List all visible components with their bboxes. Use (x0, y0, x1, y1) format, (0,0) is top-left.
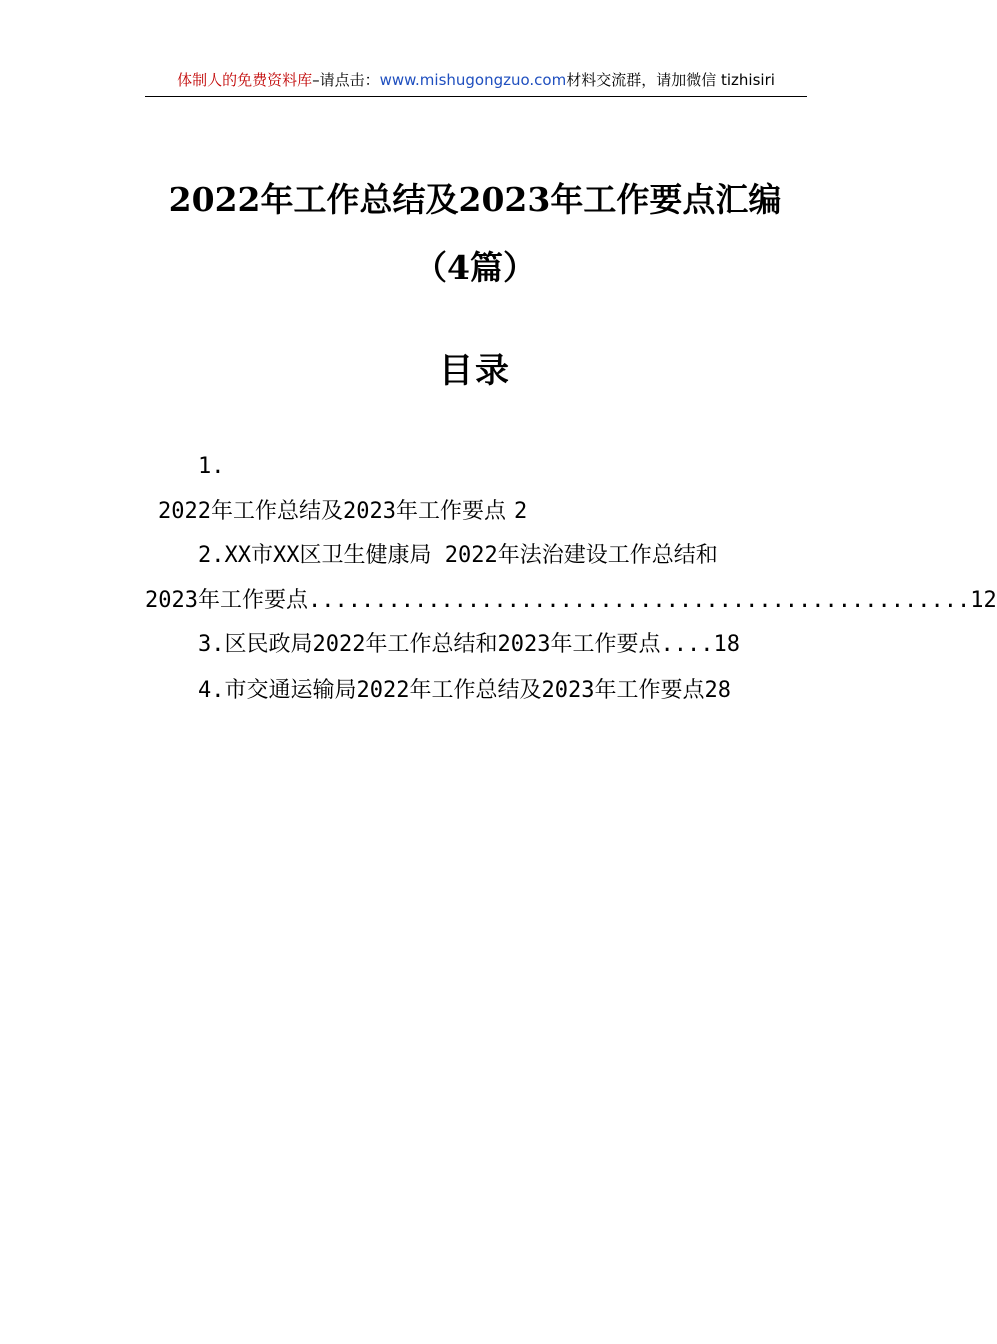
toc-entry-title: 2022年工作总结及2023年工作要点 (158, 499, 506, 524)
toc-entry-page: 28 (704, 678, 731, 703)
toc-entry-title-part1: XX市XX区卫生健康局 2022年法治建设工作总结和 (224, 543, 718, 568)
toc-entry-number: 1. (198, 454, 225, 479)
header-url-link[interactable]: www.mishugongzuo.com (379, 71, 567, 89)
toc-entry-1-number[interactable] (198, 452, 225, 482)
header-prompt: –请点击： (312, 71, 380, 89)
toc-entry-2[interactable] (198, 541, 808, 571)
toc-entry-2-continued[interactable] (145, 586, 997, 616)
toc-entry-1[interactable] (158, 497, 527, 527)
toc-entry-number: 3. (198, 632, 225, 657)
toc-entry-number: 4. (198, 678, 225, 703)
toc-entry-title: 区民政局2022年工作总结和2023年工作要点 (224, 632, 661, 657)
document-title: 2022年工作总结及2023年工作要点汇编 (168, 180, 782, 219)
header-suffix: 材料交流群，请加微信 tizhisiri (566, 71, 775, 89)
header-site-name: 体制人的免费资料库 (177, 71, 313, 89)
toc-dot-leader: .... (660, 632, 714, 657)
toc-dot-leader: .................................................. (307, 588, 971, 613)
page-header (145, 68, 807, 97)
toc-heading: 目录 (439, 351, 511, 391)
toc-entry-page: 18 (713, 632, 740, 657)
toc-entry-page: 2 (513, 499, 528, 524)
toc-entry-number: 2. (198, 543, 225, 568)
document-subtitle: （4篇） (414, 248, 536, 287)
toc-entry-title-part2: 2023年工作要点 (145, 588, 308, 613)
toc-entry-3[interactable] (198, 630, 740, 660)
toc-entry-4[interactable] (198, 676, 731, 706)
toc-entry-title: 市交通运输局2022年工作总结及2023年工作要点 (224, 678, 705, 703)
toc-entry-page: 12 (970, 588, 997, 613)
